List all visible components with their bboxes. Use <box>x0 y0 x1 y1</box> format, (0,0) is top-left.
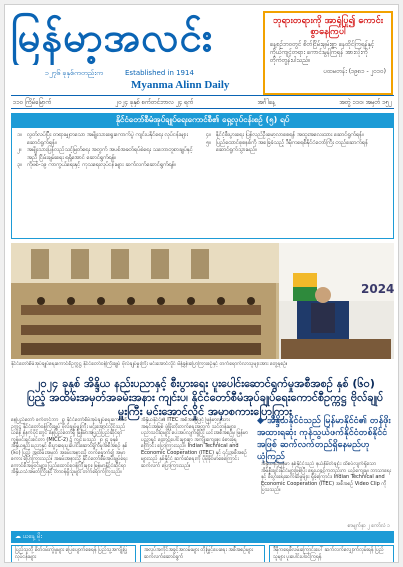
footer-label: ယနေ့ မိုး <box>22 533 42 540</box>
item-number: ၂။ <box>17 147 22 153</box>
teaser-item: ပြည်သူတို့ စိတ်ဝမ်းကွဲမှုများ ပြေပျောက်စေရန် ပြည်သူ့အကျိုးပြု လုပ်ငန်းများ <box>11 545 136 563</box>
list-item <box>17 162 201 170</box>
quote-heading: ဘုရားတရားကို အာရုံပြု၍ ကောင်းစွာနေကြပါ <box>273 16 383 37</box>
masthead-logo-title: မြန်မာ့အလင်း <box>11 15 214 61</box>
article-column-2: အိန္ဒိယနိုင်ငံ၏ ITEC အစီအစဉ်ဖြင့် မြန်မာ့လူသားအရင်းအမြစ် ဖွံ့ဖြိုးတိုးတက်ရေးအတွက် သင်တန်းများ၊ ပညာသင်ဆုများ ပေးအပ်လျက်ရှိပြီး ယင်းအစီအစဉ်မှ မြန်မာပညာရှင် ထောင်ပေါင်းများစွာ အကျိုးကျေးဇူး ခံစားခဲ့ရကြောင်း ပြောကြားသည်။ Indian Technical and Economic Cooperation (ITEC) နှင့် ၎င်းအစီအစဉ်များသည် နှစ်နိုင်ငံ ဆက်ဆံရေးကို ပိုမိုခိုင်မာစေကြောင်း ဆက်လက် ပြောကြားသည်။ <box>141 417 248 469</box>
diamond-bullet-icon: ◆ <box>257 416 268 426</box>
objectives-right-column <box>206 132 390 155</box>
event-photo <box>11 243 394 359</box>
item-number: ၃။ <box>17 162 22 168</box>
footer-bar <box>11 531 394 543</box>
objectives-left-column <box>17 132 201 170</box>
list-item <box>206 132 390 140</box>
item-text: လွတ်လပ်ပြီး တရားမျှတသော အမျိုးသားရွေးကောက်ပွဲ ကျင်းပနိုင်ရေး လုပ်ငန်းများ ဆောင်ရွက်ရန်။ <box>27 132 188 146</box>
page-continuation: စာမျက်နှာ ၂ ကော်လံ ၁ <box>347 523 390 529</box>
masthead-established: Established in 1914 <box>125 69 194 77</box>
quote-body: နေ့စဉ်ဘဝတွင် စိတ်ငြိမ်းချမ်းစွာ နေထိုင်ကြရန်နှင့် ကိုယ်ကျင့်တရား ကောင်းမွန်ကြရန် အားလုံးကို တိုက်တွန်းပါသည်။ <box>270 41 375 64</box>
sub-headline-text: အိန္ဒိယနိုင်ငံသည် မြန်မာနိုင်ငံ၏ တန်ဖိုးအထားရဆုံး ကုန်သွယ်ဖက်နိုင်ငံတစ်နိုင်ငံအဖြစ် ဆက်လက်တည်ရှိနေမည်ဟု ယုံကြည် <box>257 416 391 462</box>
article-column-1: နေပြည်တော် စက်တင်ဘာ ၂၃ နိုင်ငံတော်စီမံအုပ်ချုပ်ရေးကောင်စီဥက္ကဋ္ဌ နိုင်ငံတော်ဝန်ကြီးချုပ် ဗိုလ်ချုပ်မှူးကြီး မင်းအောင်လှိုင်သည် ယနေ့ နံနက်ပိုင်းတွင် နေပြည်တော်ရှိ မြန်မာအပြည်ပြည်ဆိုင်ရာ ကွန်ဗင်းရှင်းစင်တာ (MICC-2) ၌ ကျင်းပသည့် ၂၀၂၄ ခုနှစ် အိန္ဒိယနည်းပညာနှင့် စီးပွားရေးပူးပေါင်းဆောင်ရွက်မှုအစီအစဉ် နှစ် (၆၀) ပြည့် အထိမ်းအမှတ် အခမ်းအနားသို့ တက်ရောက်၍ အမှာစကား ပြောကြားသည်။ အခမ်းအနားသို့ နိုင်ငံတော်စီမံအုပ်ချုပ်ရေးကောင်စီအဖွဲ့ဝင်များ၊ ပြည်ထောင်စုဝန်ကြီးများ၊ မြန်မာနိုင်ငံဆိုင်ရာ အိန္ဒိယသံအမတ်ကြီးနှင့် တာဝန်ရှိသူများ တက်ရောက်ကြသည်။ <box>11 417 128 475</box>
dateline-issue: အတွဲ ၁၁၀၊ အမှတ် ၁၅၂ <box>339 98 392 106</box>
dateline-date: ၂၀၂၄ ခုနှစ် စက်တင်ဘာလ ၂၄ ရက် <box>115 98 194 106</box>
dateline-volume: ၁၁၀ ကြိမ်မြောက် <box>13 98 52 106</box>
item-text: ကိုဗစ်-၁၉ ကာကွယ်ရေးနှင့် ကုသရေးလုပ်ငန်းများ ဆက်လက်ဆောင်ရွက်ရန်။ <box>27 162 177 168</box>
dateline <box>11 95 394 109</box>
item-text: ပြည်ထောင်စုစနစ်ကို အခြေခံသည့် ဒီမိုကရေစီနိုင်ငံတော်ကြီး တည်ဆောက်ရန် ဆောင်ရွက်သွားမည်။ <box>216 139 368 153</box>
sub-headline <box>257 415 397 463</box>
masthead-tagline: ၁၂၇၆ ခုနှစ်ကတည်းက <box>45 69 104 77</box>
list-item <box>17 147 201 162</box>
item-number: ၄။ <box>206 132 211 138</box>
conference-hall-image <box>11 243 394 359</box>
main-headline: ၂၀၂၄ ခုနှစ် အိန္ဒိယ နည်းပညာနှင့် စီးပွားရေး ပူးပေါင်းဆောင်ရွက်မှုအစီအစဉ် နှစ် (၆၀) ပြည့် အထိမ်းအမှတ်အခမ်းအနား ကျင်းပ၊ နိုင်ငံတော်စီမံအုပ်ချုပ်ရေးကောင်စီဥက္ကဋ္ဌ ဗိုလ်ချုပ်မှူးကြီး မင်းအောင်လှိုင် အမှာစကားပြောကြား <box>26 377 384 418</box>
dateline-weekday: အင်္ဂါနေ့ <box>257 98 276 106</box>
item-number: ၅။ <box>206 139 211 146</box>
objectives-box <box>11 127 394 239</box>
item-text: နိုင်ငံ့စီးပွားရေး ပြန်လည်ဦးမော့လာစေရန် အထူးအလေးထား ဆောင်ရွက်ရန်။ <box>216 132 364 138</box>
teaser-item: ဒီမိုကရေစီလမ်းကြောင်းပေါ် ဆက်လက်လျှောက်လှမ်းရန် ပြည်သူများ ပူးပေါင်းပါဝင်ကြရန် <box>269 545 394 563</box>
list-item <box>17 132 201 147</box>
teaser-row <box>11 545 394 563</box>
article-column-3: အိန္ဒိယနှင့်မြန်မာ နှစ်နိုင်ငံသည် နယ်နိမိတ်ချင်း ထိစပ်လျက်ရှိသော အိမ်နီးချင်းနိုင်ငံများဖြစ်ပြီး ရှေးယခင်ကတည်းက ယဉ်ကျေးမှု၊ ဘာသာရေးနှင့် စီးပွားရေးဆက်ဆံမှုများ ရှိခဲ့ကြောင်း၊ Indian Technical and Economic Cooperation (ITEC) အစီအစဉ် Video Clip ကို ပြသသည်။ <box>261 461 391 493</box>
photo-caption: နိုင်ငံတော်စီမံအုပ်ချုပ်ရေးကောင်စီဥက္ကဋ္ဌ နိုင်ငံတော်ဝန်ကြီးချုပ် ဗိုလ်ချုပ်မှူးကြီး မင်းအောင်လှိုင် မိန့်ခွန်းပြောကြားစဉ်နှင့် တက်ရောက်လာသူများအား တွေ့ရစဉ်။ <box>11 361 288 367</box>
screen-year-text: 2024 <box>361 282 394 296</box>
quote-attribution: ပထမတန်း (၁၉၈၁ - ၂၀၁၀) <box>323 68 386 75</box>
item-text: အမျိုးသားပြန်လည်သင့်မြတ်ရေး အတွက် အပစ်အခတ်ရပ်စဲရေး သဘောတူစာချုပ်နှင့်အညီ ငြိမ်းချမ်းရေး ရရှိအောင် ဆောင်ရွက်ရန်။ <box>27 147 193 161</box>
masthead-english-title: Myanma Alinn Daily <box>131 79 230 91</box>
objectives-banner: နိုင်ငံတော်စီမံအုပ်ချုပ်ရေးကောင်စီ၏ ရှေ့လုပ်ငန်းစဉ် (၅) ရပ် <box>11 113 394 127</box>
list-item <box>206 140 390 155</box>
item-number: ၁။ <box>17 132 22 138</box>
masthead <box>11 11 247 91</box>
newspaper-front-page <box>4 4 399 563</box>
teaser-item: အလုပ်အကိုင်အခွင့်အလမ်းများ တိုးမြှင့်ပေးရေး အစီအစဉ်များ ဆက်လက်ဆောင်ရွက် <box>140 545 265 563</box>
weather-icon: ☁ <box>15 533 23 540</box>
quote-box <box>263 11 393 95</box>
